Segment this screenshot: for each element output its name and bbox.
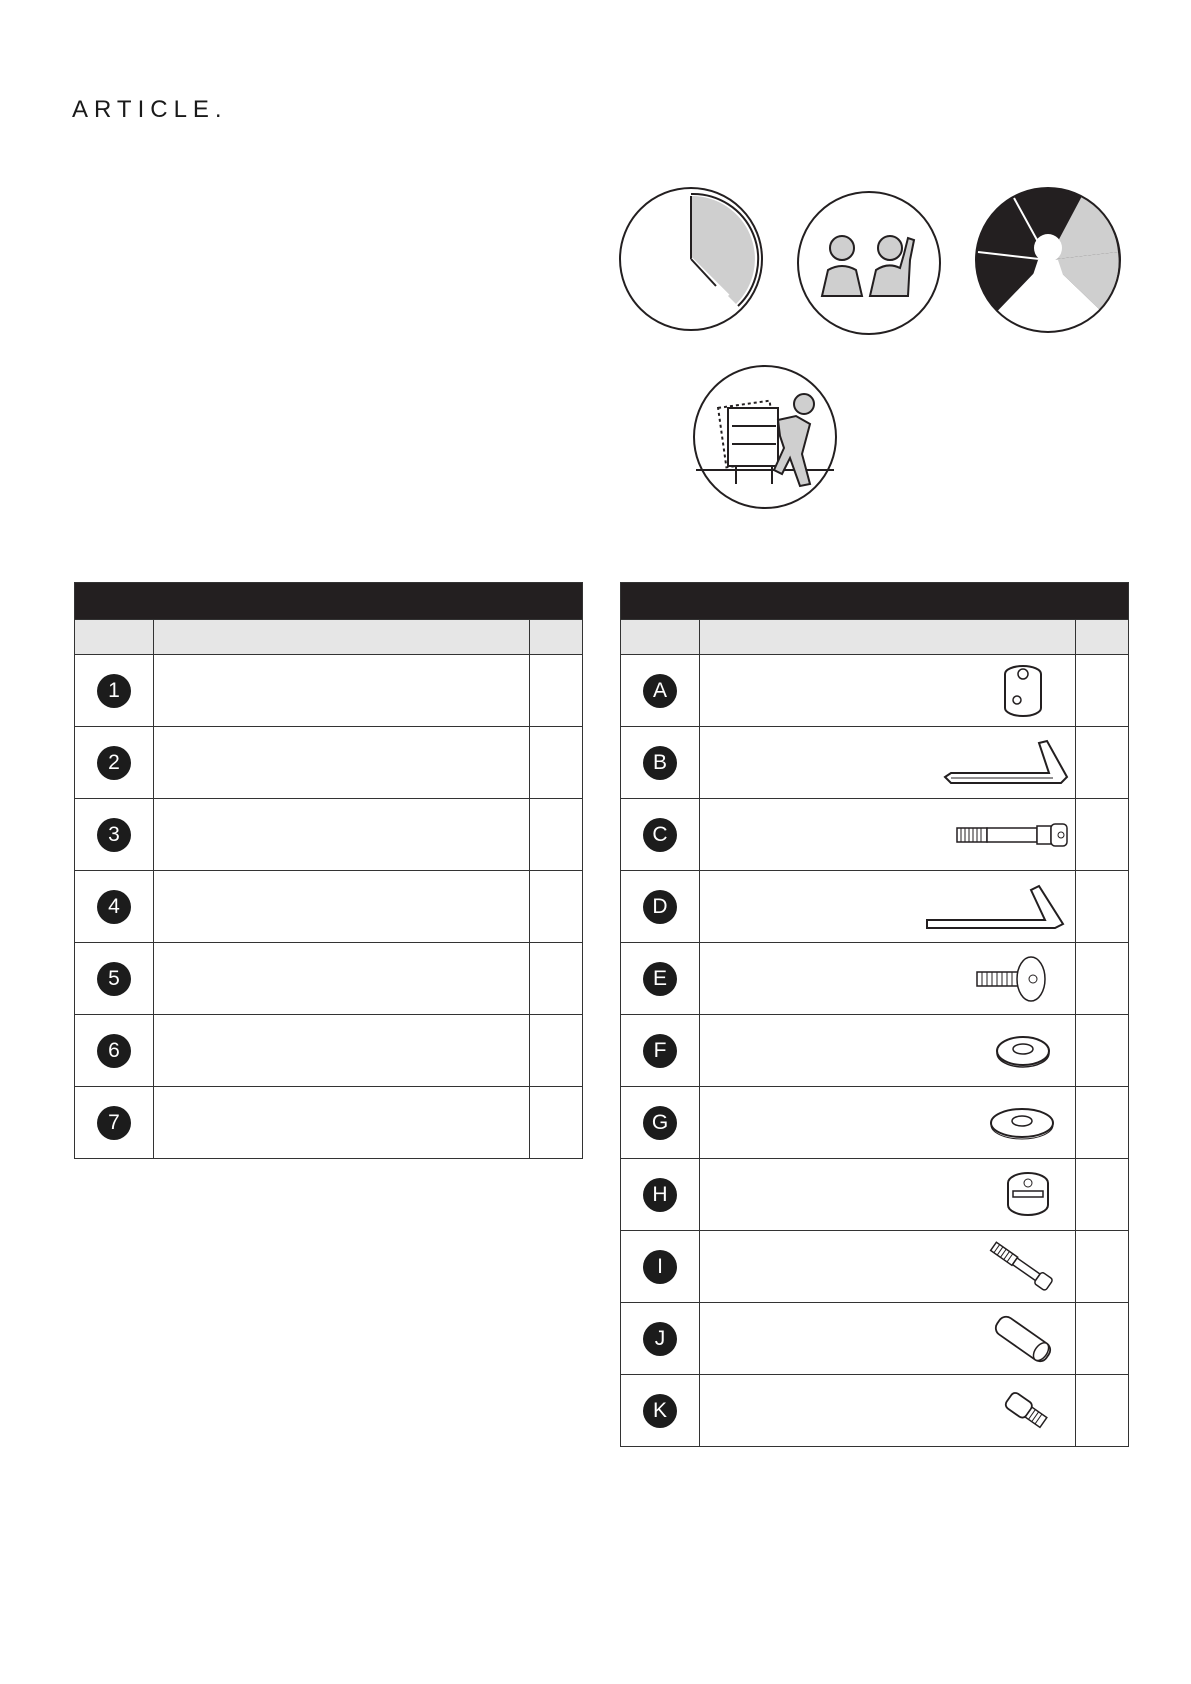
hardware-letter-badge: F	[643, 1034, 677, 1068]
table-row	[75, 1015, 583, 1087]
flat-washer-icon	[987, 1103, 1057, 1143]
part-number-badge: 5	[97, 962, 131, 996]
hardware-letter-badge: K	[643, 1394, 677, 1428]
hardware-letter-badge: G	[643, 1106, 677, 1140]
cam-bolt-icon	[983, 1240, 1063, 1294]
hardware-letter-badge: A	[643, 674, 677, 708]
table-row	[75, 943, 583, 1015]
table-row	[621, 943, 1129, 1015]
hardware-letter-badge: I	[643, 1250, 677, 1284]
table-row	[621, 727, 1129, 799]
table-row	[621, 1303, 1129, 1375]
hardware-table-column-header	[621, 620, 1129, 655]
table-row	[621, 1375, 1129, 1447]
table-row	[621, 1087, 1129, 1159]
parts-table-header-bar	[75, 583, 583, 620]
hardware-letter-badge: H	[643, 1178, 677, 1212]
table-row	[75, 1087, 583, 1159]
part-number-badge: 2	[97, 746, 131, 780]
part-number-badge: 4	[97, 890, 131, 924]
hex-bolt-icon	[973, 954, 1053, 1004]
clock-icon	[618, 186, 764, 337]
tip-over-warning-icon	[692, 364, 838, 515]
table-row	[621, 871, 1129, 943]
cam-lock-icon	[1003, 1169, 1053, 1221]
hardware-letter-badge: B	[643, 746, 677, 780]
table-row	[621, 1015, 1129, 1087]
part-number-badge: 6	[97, 1034, 131, 1068]
hardware-letter-badge: D	[643, 890, 677, 924]
part-number-badge: 7	[97, 1106, 131, 1140]
part-number-badge: 3	[97, 818, 131, 852]
table-row	[75, 655, 583, 727]
table-row	[621, 655, 1129, 727]
hardware-letter-badge: J	[643, 1322, 677, 1356]
hardware-table-header-bar	[621, 583, 1129, 620]
dowel-bolt-icon	[953, 820, 1073, 850]
spring-washer-icon	[993, 1031, 1053, 1071]
wood-dowel-icon	[983, 1309, 1063, 1369]
hardware-letter-badge: E	[643, 962, 677, 996]
tool-pie-icon	[974, 186, 1122, 339]
cam-lock-nut-icon	[1001, 664, 1045, 718]
hardware-letter-badge: C	[643, 818, 677, 852]
brand-logo: ARTICLE.	[72, 96, 228, 123]
insert-nut-icon	[999, 1386, 1055, 1436]
table-row	[75, 727, 583, 799]
screwdriver-key-icon	[941, 737, 1071, 789]
part-number-badge: 1	[97, 674, 131, 708]
table-row	[75, 799, 583, 871]
hardware-table	[620, 582, 1129, 1447]
table-row	[75, 871, 583, 943]
table-row	[621, 1231, 1129, 1303]
allen-key-icon	[923, 880, 1073, 934]
parts-table-column-header	[75, 620, 583, 655]
two-people-icon	[796, 190, 942, 341]
table-row	[621, 799, 1129, 871]
table-row	[621, 1159, 1129, 1231]
parts-table	[74, 582, 583, 1159]
